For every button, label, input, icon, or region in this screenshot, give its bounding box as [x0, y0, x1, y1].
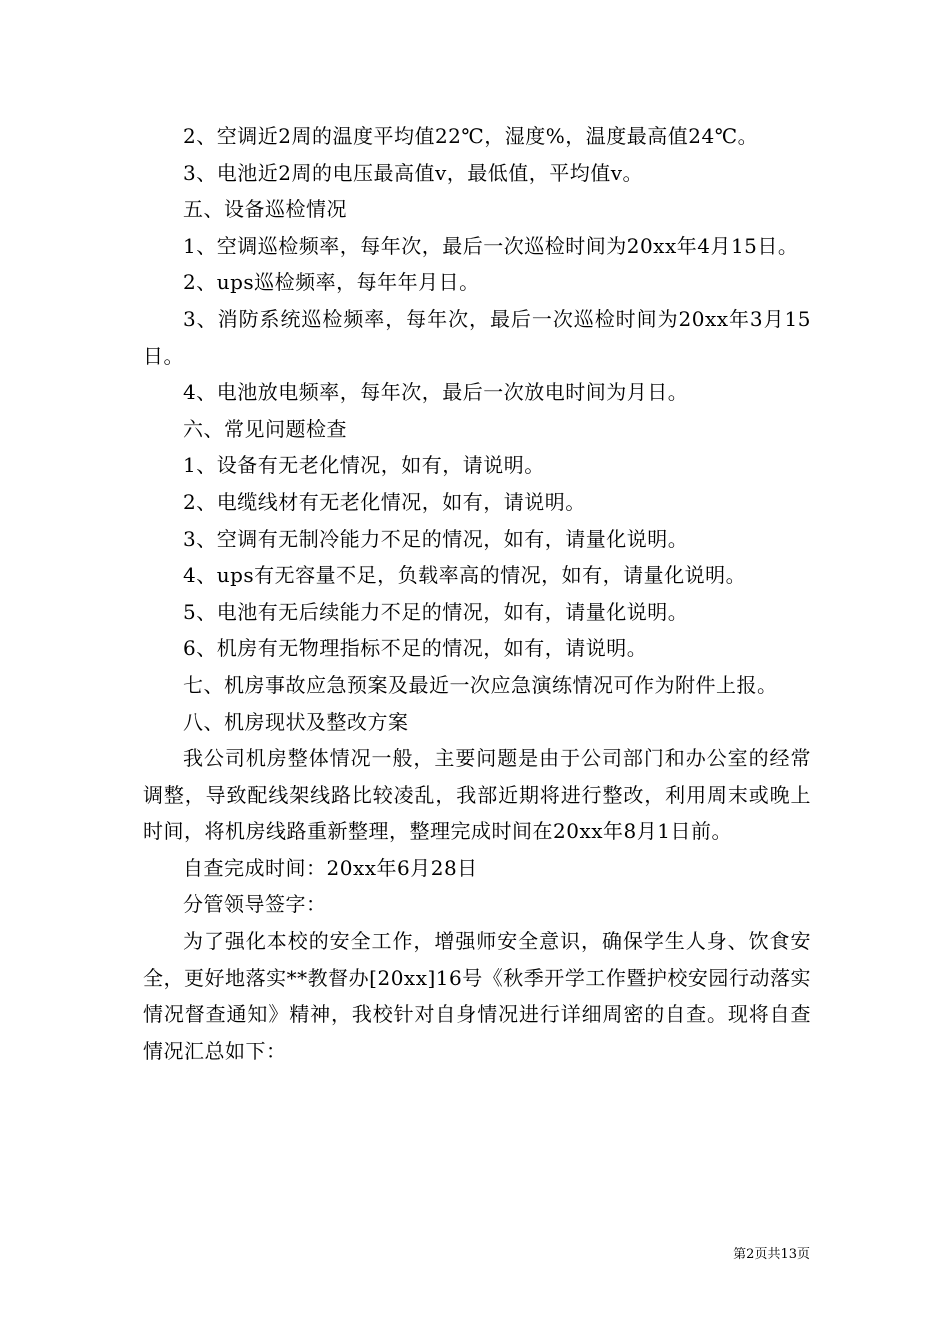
paragraph-cable-aging: 2、电缆线材有无老化情况，如有，请说明。 — [183, 489, 586, 514]
section-heading-emergency-plan: 七、机房事故应急预案及最近一次应急演练情况可作为附件上报。 — [183, 672, 778, 697]
paragraph-ups-capacity: 4、ups有无容量不足，负载率高的情况，如有，请量化说明。 — [183, 563, 747, 588]
paragraph-room-physical: 6、机房有无物理指标不足的情况，如有，请说明。 — [183, 636, 648, 661]
section-heading-inspection: 五、设备巡检情况 — [183, 197, 347, 222]
document-body — [143, 118, 811, 1069]
paragraph-ac-temperature: 2、空调近2周的温度平均值22℃，湿度%，温度最高值24℃。 — [183, 124, 759, 148]
paragraph-rectification-plan: 我公司机房整体情况一般，主要问题是由于公司部门和办公室的经常调整，导致配线架线路比较凌乱，我部近期将进行整改，利用周末或晚上时间，将机房线路重新整理，整理完成时间在20xx年8月1日前。 — [143, 746, 811, 844]
paragraph-school-safety: 为了强化本校的安全工作，增强师安全意识，确保学生人身、饮食安全，更好地落实**教督办[20xx]16号《秋季开学工作暨护校安园行动落实情况督查通知》精神，我校针对自身情况进行详细周密的自查。现将自查情况汇总如下： — [143, 929, 811, 1063]
paragraph-battery-voltage: 3、电池近2周的电压最高值v，最低值，平均值v。 — [183, 160, 644, 185]
paragraph-fire-inspection: 3、消防系统巡检频率，每年次，最后一次巡检时间为20xx年3月15日。 — [143, 306, 811, 368]
section-heading-common-issues: 六、常见问题检查 — [183, 416, 347, 441]
paragraph-completion-date: 自查完成时间：20xx年6月28日 — [183, 855, 478, 880]
paragraph-battery-discharge: 4、电池放电频率，每年次，最后一次放电时间为月日。 — [183, 380, 689, 405]
paragraph-ac-cooling: 3、空调有无制冷能力不足的情况，如有，请量化说明。 — [183, 526, 689, 551]
paragraph-equipment-aging: 1、设备有无老化情况，如有，请说明。 — [183, 453, 545, 478]
page-number-footer: 第2页共13页 — [733, 1247, 810, 1262]
paragraph-ups-inspection: 2、ups巡检频率，每年年月日。 — [183, 270, 480, 295]
paragraph-signature: 分管领导签字： — [183, 892, 327, 917]
section-heading-rectification: 八、机房现状及整改方案 — [183, 709, 409, 734]
paragraph-ac-inspection: 1、空调巡检频率，每年次，最后一次巡检时间为20xx年4月15日。 — [183, 233, 799, 258]
paragraph-battery-capacity: 5、电池有无后续能力不足的情况，如有，请量化说明。 — [183, 599, 689, 624]
